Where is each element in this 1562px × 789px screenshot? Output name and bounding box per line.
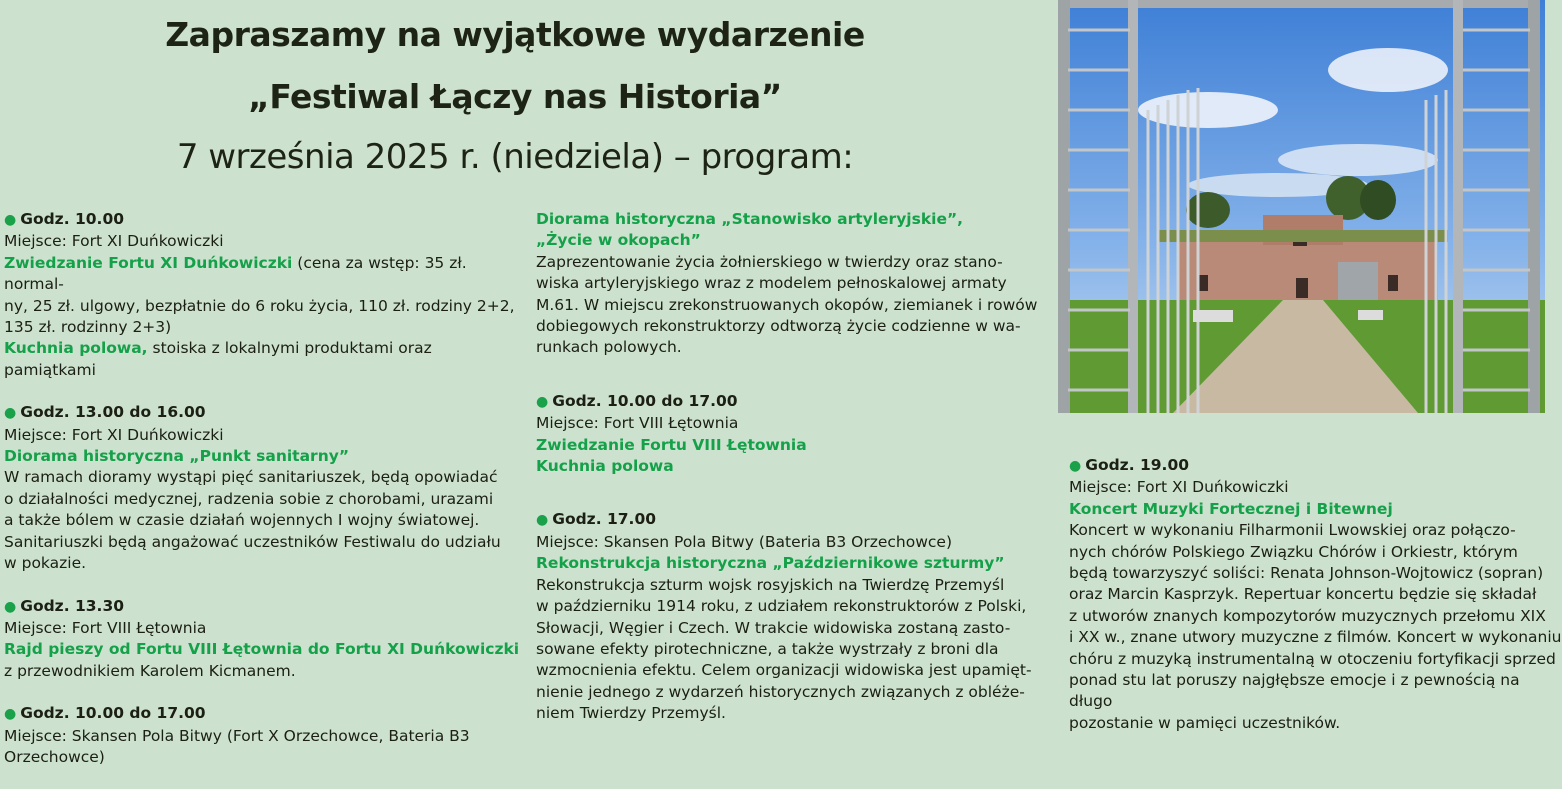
event-title: Koncert Muzyki Fortecznej i Bitewnej <box>1069 499 1393 518</box>
event-title: Diorama historyczna „Stanowisko artyleryjskie”, <box>536 210 964 228</box>
event-block <box>4 402 524 574</box>
event-text: ny, 25 zł. ulgowy, bezpłatnie do 6 roku życia, 110 zł. rodziny 2+2, <box>4 296 515 315</box>
program-column-2 <box>536 209 1046 746</box>
event-time: ● Godz. 17.00 <box>536 510 657 529</box>
bullet-icon: ● <box>4 405 17 422</box>
event-place: Miejsce: Fort VIII Łętownia <box>4 618 207 637</box>
bullet-icon: ● <box>536 512 549 529</box>
event-text: z przewodnikiem Karolem Kicmanem. <box>4 661 296 680</box>
title-line-1: Zapraszamy na wyjątkowe wydarzenie <box>165 15 865 54</box>
event-text: Kuchnia polowa, stoiska z lokalnymi produktami oraz pamiątkami <box>4 339 432 379</box>
title-line-3: 7 września 2025 r. (niedziela) – program: <box>176 137 854 177</box>
event-place: Miejsce: Fort XI Duńkowiczki <box>4 232 224 251</box>
event-text: Zaprezentowanie życia żołnierskiego w twierdzy oraz stano- <box>536 252 1003 271</box>
bullet-icon: ● <box>536 393 549 410</box>
bullet-icon: ● <box>4 212 17 228</box>
event-text: oraz Marcin Kasprzyk. Repertuar koncertu będzie się składał <box>1069 585 1537 604</box>
event-place: Miejsce: Fort VIII Łętownia <box>536 414 739 433</box>
event-text: wiska artyleryjskiego wraz z modelem pełnoskalowej armaty <box>536 274 1007 293</box>
event-title: „Życie w okopach” <box>536 231 701 250</box>
program-column-1 <box>4 209 524 789</box>
event-block <box>4 209 524 381</box>
event-time: ● Godz. 10.00 <box>4 210 125 228</box>
event-text: wzmocnienia efektu. Celem organizacji widowiska jest upamięt- <box>536 661 1032 680</box>
event-text: a także bólem w czasie działań wojennych I wojny światowej. <box>4 511 480 530</box>
event-block <box>1069 455 1562 734</box>
event-time: ● Godz. 13.30 <box>4 596 125 615</box>
event-text: Koncert w wykonaniu Filharmonii Lwowskiej oraz połączo- <box>1069 521 1516 540</box>
bullet-icon: ● <box>4 598 17 615</box>
event-block <box>536 391 1046 478</box>
event-title: Rajd pieszy od Fortu VIII Łętownia do Fortu XI Duńkowiczki <box>4 640 520 659</box>
event-text: ponad stu lat poruszy najgłębsze emocje i z pewnością na długo <box>1069 671 1520 711</box>
event-title: Zwiedzanie Fortu VIII Łętownia <box>536 435 807 454</box>
event-text: Zwiedzanie Fortu XI Duńkowiczki (cena za wstęp: 35 zł. normal- <box>4 253 467 294</box>
event-text: Sanitariuszki będą angażować uczestników Festiwalu do udziału <box>4 532 501 551</box>
event-time: ● Godz. 10.00 do 17.00 <box>4 704 206 723</box>
event-title: Kuchnia polowa <box>536 457 674 476</box>
event-block <box>4 703 524 768</box>
event-text: w pokazie. <box>4 554 87 573</box>
bullet-icon: ● <box>1069 458 1082 474</box>
event-text: 135 zł. rodzinny 2+3) <box>4 318 172 337</box>
event-block <box>4 596 524 683</box>
event-time: ● Godz. 10.00 do 17.00 <box>536 391 738 410</box>
photo-illustration <box>1058 0 1545 413</box>
program-column-3 <box>1069 455 1562 755</box>
event-time: ● Godz. 19.00 <box>1069 456 1190 474</box>
event-text: sowane efekty pirotechniczne, a także wystrzały z broni dla <box>536 639 999 658</box>
event-text: dobiegowych rekonstruktorzy odtworzą życie codzienne w wa- <box>536 317 1021 336</box>
event-text: będą towarzyszyć soliści: Renata Johnson-Wojtowicz (sopran) <box>1069 564 1544 583</box>
event-text: i XX w., znane utwory muzyczne z filmów. Koncert w wykonaniu <box>1069 628 1562 647</box>
event-place: Miejsce: Fort XI Duńkowiczki <box>1069 478 1289 497</box>
event-text: W ramach dioramy wystąpi pięć sanitariuszek, będą opowiadać <box>4 468 498 487</box>
event-text: Słowacji, Węgier i Czech. W trakcie widowiska zostaną zasto- <box>536 618 1011 637</box>
event-title: Rekonstrukcja historyczna „Październikowe szturmy” <box>536 554 1005 573</box>
event-block <box>536 509 1046 724</box>
event-place: Miejsce: Skansen Pola Bitwy (Fort X Orzechowce, Bateria B3 <box>4 726 470 745</box>
event-text: w październiku 1914 roku, z udziałem rekonstruktorów z Polski, <box>536 597 1027 616</box>
event-title: Diorama historyczna „Punkt sanitarny” <box>4 447 350 466</box>
event-block <box>536 209 1046 359</box>
event-text: pozostanie w pamięci uczestników. <box>1069 713 1341 732</box>
title-line-2: „Festiwal Łączy nas Historia” <box>248 77 782 116</box>
event-text: M.61. W miejscu zrekonstruowanych okopów, ziemianek i rowów <box>536 295 1038 314</box>
event-text: o działalności medycznej, radzenia sobie z chorobami, urazami <box>4 489 494 508</box>
event-text: Rekonstrukcja szturm wojsk rosyjskich na Twierdzę Przemyśl <box>536 575 1005 594</box>
event-text: chóru z muzyką instrumentalną w otoczeniu fortyfikacji sprzed <box>1069 649 1556 668</box>
bullet-icon: ● <box>4 706 17 723</box>
event-place: Miejsce: Skansen Pola Bitwy (Bateria B3 Orzechowce) <box>536 532 953 551</box>
event-place: Miejsce: Fort XI Duńkowiczki <box>4 425 224 444</box>
event-text: niem Twierdzy Przemyśl. <box>536 704 726 723</box>
event-text: nych chórów Polskiego Związku Chórów i Orkiestr, którym <box>1069 542 1518 561</box>
fort-gate-photo <box>1058 0 1545 413</box>
event-text: z utworów znanych kompozytorów muzycznych przełomu XIX <box>1069 606 1546 625</box>
event-time: ● Godz. 13.00 do 16.00 <box>4 403 206 422</box>
event-place: Orzechowce) <box>4 747 105 766</box>
event-text: nienie jednego z wydarzeń historycznych związanych z obléże- <box>536 682 1025 701</box>
event-text: runkach polowych. <box>536 338 682 357</box>
